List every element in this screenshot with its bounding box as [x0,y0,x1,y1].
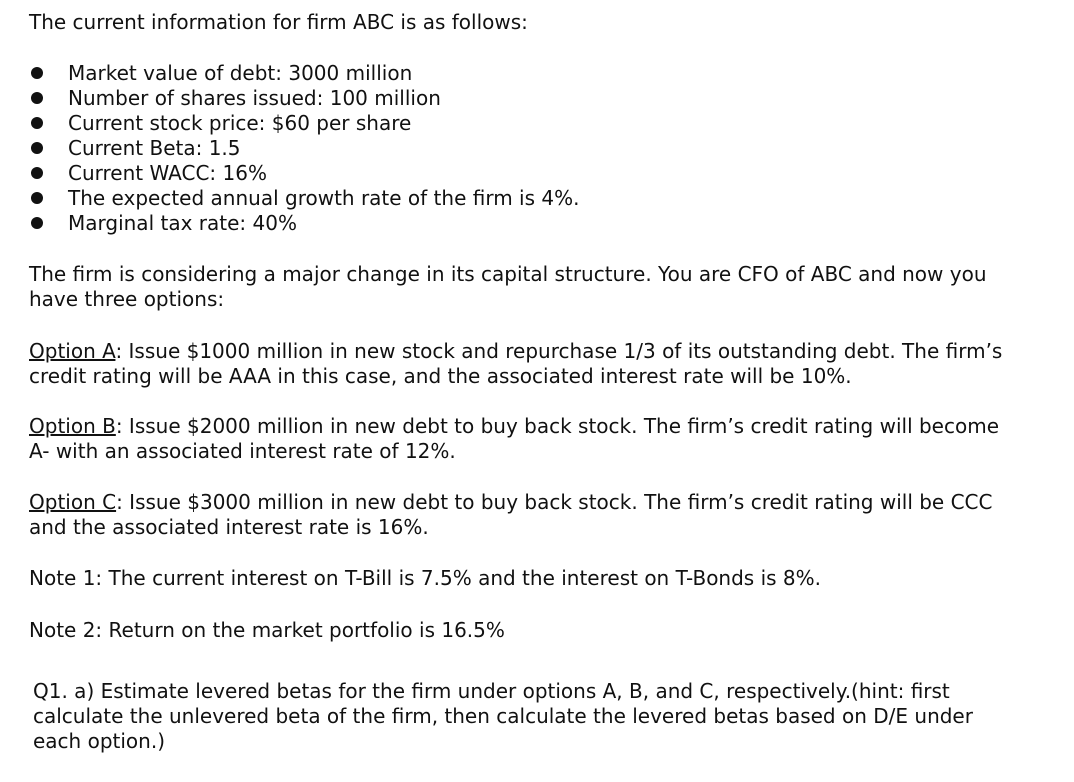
bullet-icon [31,192,43,204]
list-item-text: Market value of debt: 3000 million [68,61,413,85]
list-item-text: Marginal tax rate: 40% [68,211,297,235]
list-item-text: Current Beta: 1.5 [68,136,241,160]
list-item-text: Current stock price: $60 per share [68,111,412,135]
note-2: Note 2: Return on the market portfolio is 16.5% [29,618,505,642]
option-c-paragraph [29,490,1009,540]
bullet-icon [31,117,43,129]
question-text: Q1. a) Estimate levered betas for the firm under options A, B, and C, respectively.(hint: first calculate the unlevered beta of the firm, then calculate the levered betas based on D/E under each option.) [33,679,973,753]
bullet-icon [31,142,43,154]
list-item [29,61,1029,86]
bullet-icon [31,217,43,229]
bullet-icon [31,167,43,179]
list-item [29,186,1029,211]
option-b-paragraph [29,414,1009,464]
list-item [29,86,1029,111]
option-c-text: : Issue $3000 million in new debt to buy back stock. The firm’s credit rating will be CCC and the associated interest rate is 16%. [29,490,993,539]
option-a-paragraph [29,339,1009,389]
intro-text: The current information for firm ABC is as follows: [29,10,528,34]
option-c-label: Option C [29,490,117,514]
info-list [29,61,1029,236]
option-a-text: : Issue $1000 million in new stock and repurchase 1/3 of its outstanding debt. The firm’s credit rating will be AAA in this case, and the associated interest rate will be 10%. [29,339,1003,388]
bullet-icon [31,92,43,104]
list-item [29,136,1029,161]
considering-paragraph: The firm is considering a major change in its capital structure. You are CFO of ABC and now you have three options: [29,262,987,311]
list-item [29,161,1029,186]
option-b-label: Option B [29,414,116,438]
option-a-label: Option A [29,339,116,363]
note-1: Note 1: The current interest on T-Bill is 7.5% and the interest on T-Bonds is 8%. [29,566,822,590]
list-item [29,111,1029,136]
bullet-icon [31,67,43,79]
list-item-text: Current WACC: 16% [68,161,267,185]
list-item-text: The expected annual growth rate of the firm is 4%. [68,186,580,210]
list-item-text: Number of shares issued: 100 million [68,86,441,110]
list-item [29,211,1029,236]
option-b-text: : Issue $2000 million in new debt to buy back stock. The firm’s credit rating will become A- with an associated interest rate of 12%. [29,414,1000,463]
